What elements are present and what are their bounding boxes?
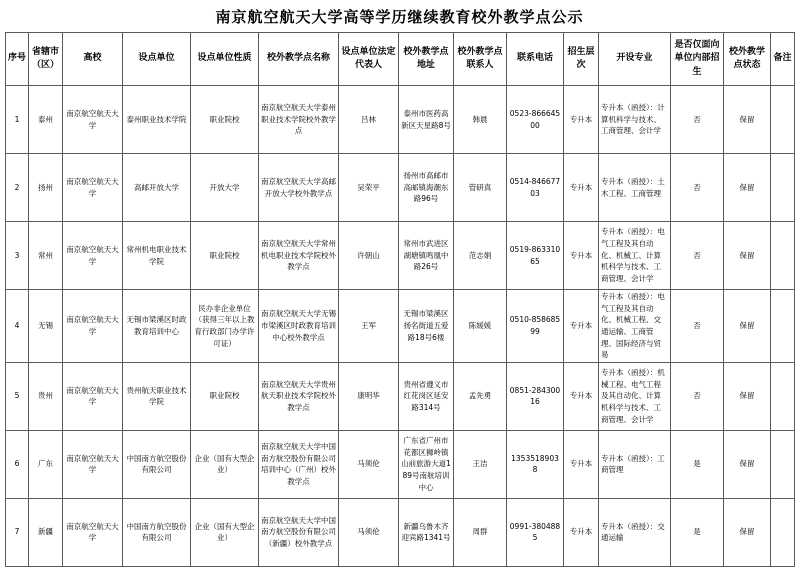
header-city: 省辖市（区）: [29, 33, 63, 86]
cell-city: 常州: [29, 222, 63, 290]
cell-internal-only: 否: [671, 222, 724, 290]
cell-site-name: 南京航空航天大学无锡市梁溪区时政教育培训中心校外教学点: [259, 290, 339, 363]
cell-unit: 中国南方航空股份有限公司: [123, 430, 191, 498]
cell-internal-only: 否: [671, 86, 724, 154]
table-row: [6, 290, 795, 363]
cell-address: 贵州省遵义市红花岗区延安路314号: [399, 362, 454, 430]
cell-university: 南京航空航天大学: [63, 498, 123, 566]
cell-site-name: 南京航空航天大学贵州航天职业技术学院校外教学点: [259, 362, 339, 430]
cell-legal-rep: 马须伦: [339, 498, 399, 566]
cell-contact: 韩晨: [454, 86, 507, 154]
cell-majors: 专升本（函授）：电气工程及其自动化、机械工程、交通运输、工商管理、国际经济与贸易: [599, 290, 671, 363]
cell-site-name: 南京航空航天大学泰州职业技术学院校外教学点: [259, 86, 339, 154]
cell-remarks: [771, 222, 795, 290]
cell-contact: 周群: [454, 498, 507, 566]
cell-unit-type: 民办非企业单位（获得三年以上教育行政部门办学许可证）: [191, 290, 259, 363]
cell-legal-rep: 王军: [339, 290, 399, 363]
cell-remarks: [771, 362, 795, 430]
cell-level: 专升本: [564, 86, 599, 154]
table-row: [6, 222, 795, 290]
cell-unit: 高邮开放大学: [123, 154, 191, 222]
cell-majors: 专升本（函授）：土木工程、工商管理: [599, 154, 671, 222]
cell-address: 常州市武进区湖塘镇鸣凰中路26号: [399, 222, 454, 290]
cell-address: 无锡市梁溪区扬名街道五爱路18号6楼: [399, 290, 454, 363]
cell-university: 南京航空航天大学: [63, 86, 123, 154]
cell-index: 6: [6, 430, 29, 498]
cell-city: 新疆: [29, 498, 63, 566]
cell-status: 保留: [724, 222, 771, 290]
cell-university: 南京航空航天大学: [63, 290, 123, 363]
cell-city: 扬州: [29, 154, 63, 222]
cell-legal-rep: 吕林: [339, 86, 399, 154]
header-remarks: 备注: [771, 33, 795, 86]
cell-unit: 贵州航天职业技术学院: [123, 362, 191, 430]
cell-legal-rep: 康明华: [339, 362, 399, 430]
table-body: [6, 86, 795, 567]
cell-remarks: [771, 498, 795, 566]
cell-internal-only: 是: [671, 430, 724, 498]
cell-phone: 0991-3804885: [507, 498, 564, 566]
cell-unit-type: 职业院校: [191, 222, 259, 290]
cell-level: 专升本: [564, 154, 599, 222]
cell-unit: 中国南方航空股份有限公司: [123, 498, 191, 566]
cell-phone: 13535189038: [507, 430, 564, 498]
table-row: [6, 498, 795, 566]
cell-university: 南京航空航天大学: [63, 430, 123, 498]
cell-internal-only: 否: [671, 362, 724, 430]
cell-remarks: [771, 290, 795, 363]
cell-majors: 专升本（函授）：交通运输: [599, 498, 671, 566]
table-row: [6, 86, 795, 154]
cell-index: 2: [6, 154, 29, 222]
cell-unit-type: 企业（国有大型企业）: [191, 430, 259, 498]
header-status: 校外教学点状态: [724, 33, 771, 86]
cell-unit-type: 职业院校: [191, 86, 259, 154]
cell-internal-only: 是: [671, 498, 724, 566]
cell-city: 泰州: [29, 86, 63, 154]
cell-phone: 0523-86664500: [507, 86, 564, 154]
header-internal-only: 是否仅面向单位内部招生: [671, 33, 724, 86]
cell-contact: 孟先勇: [454, 362, 507, 430]
cell-city: 贵州: [29, 362, 63, 430]
cell-status: 保留: [724, 362, 771, 430]
cell-internal-only: 否: [671, 154, 724, 222]
cell-remarks: [771, 86, 795, 154]
cell-university: 南京航空航天大学: [63, 154, 123, 222]
cell-level: 专升本: [564, 222, 599, 290]
cell-status: 保留: [724, 154, 771, 222]
cell-city: 广东: [29, 430, 63, 498]
cell-university: 南京航空航天大学: [63, 362, 123, 430]
cell-level: 专升本: [564, 498, 599, 566]
cell-site-name: 南京航空航天大学中国南方航空股份有限公司（新疆）校外教学点: [259, 498, 339, 566]
cell-majors: 专升本（函授）：计算机科学与技术、工商管理、会计学: [599, 86, 671, 154]
cell-status: 保留: [724, 290, 771, 363]
cell-level: 专升本: [564, 362, 599, 430]
cell-majors: 专升本（函授）：机械工程、电气工程及其自动化、计算机科学与技术、工商管理、会计学: [599, 362, 671, 430]
cell-unit: 泰州职业技术学院: [123, 86, 191, 154]
page-title: 南京航空航天大学高等学历继续教育校外教学点公示: [215, 8, 584, 26]
header-contact: 校外教学点联系人: [454, 33, 507, 86]
cell-status: 保留: [724, 430, 771, 498]
cell-unit-type: 企业（国有大型企业）: [191, 498, 259, 566]
cell-unit: 无锡市梁溪区时政教育培训中心: [123, 290, 191, 363]
cell-address: 扬州市高邮市高邮镇海潮东路96号: [399, 154, 454, 222]
cell-contact: 管研真: [454, 154, 507, 222]
cell-legal-rep: 许朝山: [339, 222, 399, 290]
cell-unit-type: 职业院校: [191, 362, 259, 430]
table-row: [6, 362, 795, 430]
table-row: [6, 430, 795, 498]
cell-index: 5: [6, 362, 29, 430]
cell-address: 广东省广州市花都区狮岭镇山前旅游大道189号南航培训中心: [399, 430, 454, 498]
header-row: [6, 33, 795, 86]
header-site-name: 校外教学点名称: [259, 33, 339, 86]
header-legal-rep: 设点单位法定代表人: [339, 33, 399, 86]
header-index: 序号: [6, 33, 29, 86]
cell-level: 专升本: [564, 430, 599, 498]
header-university: 高校: [63, 33, 123, 86]
cell-unit-type: 开放大学: [191, 154, 259, 222]
cell-contact: 范志娟: [454, 222, 507, 290]
cell-remarks: [771, 154, 795, 222]
cell-phone: 0514-84667703: [507, 154, 564, 222]
header-unit-type: 设点单位性质: [191, 33, 259, 86]
cell-contact: 陈媛媛: [454, 290, 507, 363]
cell-legal-rep: 马须伦: [339, 430, 399, 498]
header-unit: 设点单位: [123, 33, 191, 86]
table-row: [6, 154, 795, 222]
cell-phone: 0510-85868599: [507, 290, 564, 363]
cell-site-name: 南京航空航天大学高邮开放大学校外教学点: [259, 154, 339, 222]
cell-city: 无锡: [29, 290, 63, 363]
header-level: 招生层次: [564, 33, 599, 86]
cell-phone: 0851-28430016: [507, 362, 564, 430]
teaching-points-table: [5, 32, 795, 567]
cell-internal-only: 否: [671, 290, 724, 363]
cell-majors: 专升本（函授）：工商管理: [599, 430, 671, 498]
cell-level: 专升本: [564, 290, 599, 363]
header-phone: 联系电话: [507, 33, 564, 86]
cell-status: 保留: [724, 498, 771, 566]
cell-site-name: 南京航空航天大学常州机电职业技术学院校外教学点: [259, 222, 339, 290]
cell-index: 3: [6, 222, 29, 290]
header-address: 校外教学点地址: [399, 33, 454, 86]
cell-address: 泰州市医药高新区天星路8号: [399, 86, 454, 154]
cell-site-name: 南京航空航天大学中国南方航空股份有限公司培训中心（广州）校外教学点: [259, 430, 339, 498]
cell-index: 7: [6, 498, 29, 566]
cell-remarks: [771, 430, 795, 498]
cell-contact: 王洁: [454, 430, 507, 498]
cell-university: 南京航空航天大学: [63, 222, 123, 290]
cell-phone: 0519-86331065: [507, 222, 564, 290]
cell-index: 1: [6, 86, 29, 154]
cell-address: 新疆乌鲁木齐迎宾路1341号: [399, 498, 454, 566]
cell-index: 4: [6, 290, 29, 363]
cell-legal-rep: 吴荣平: [339, 154, 399, 222]
header-majors: 开设专业: [599, 33, 671, 86]
cell-status: 保留: [724, 86, 771, 154]
cell-unit: 常州机电职业技术学院: [123, 222, 191, 290]
cell-majors: 专升本（函授）：电气工程及其自动化、机械工、计算机科学与技术、工商管理、会计学: [599, 222, 671, 290]
